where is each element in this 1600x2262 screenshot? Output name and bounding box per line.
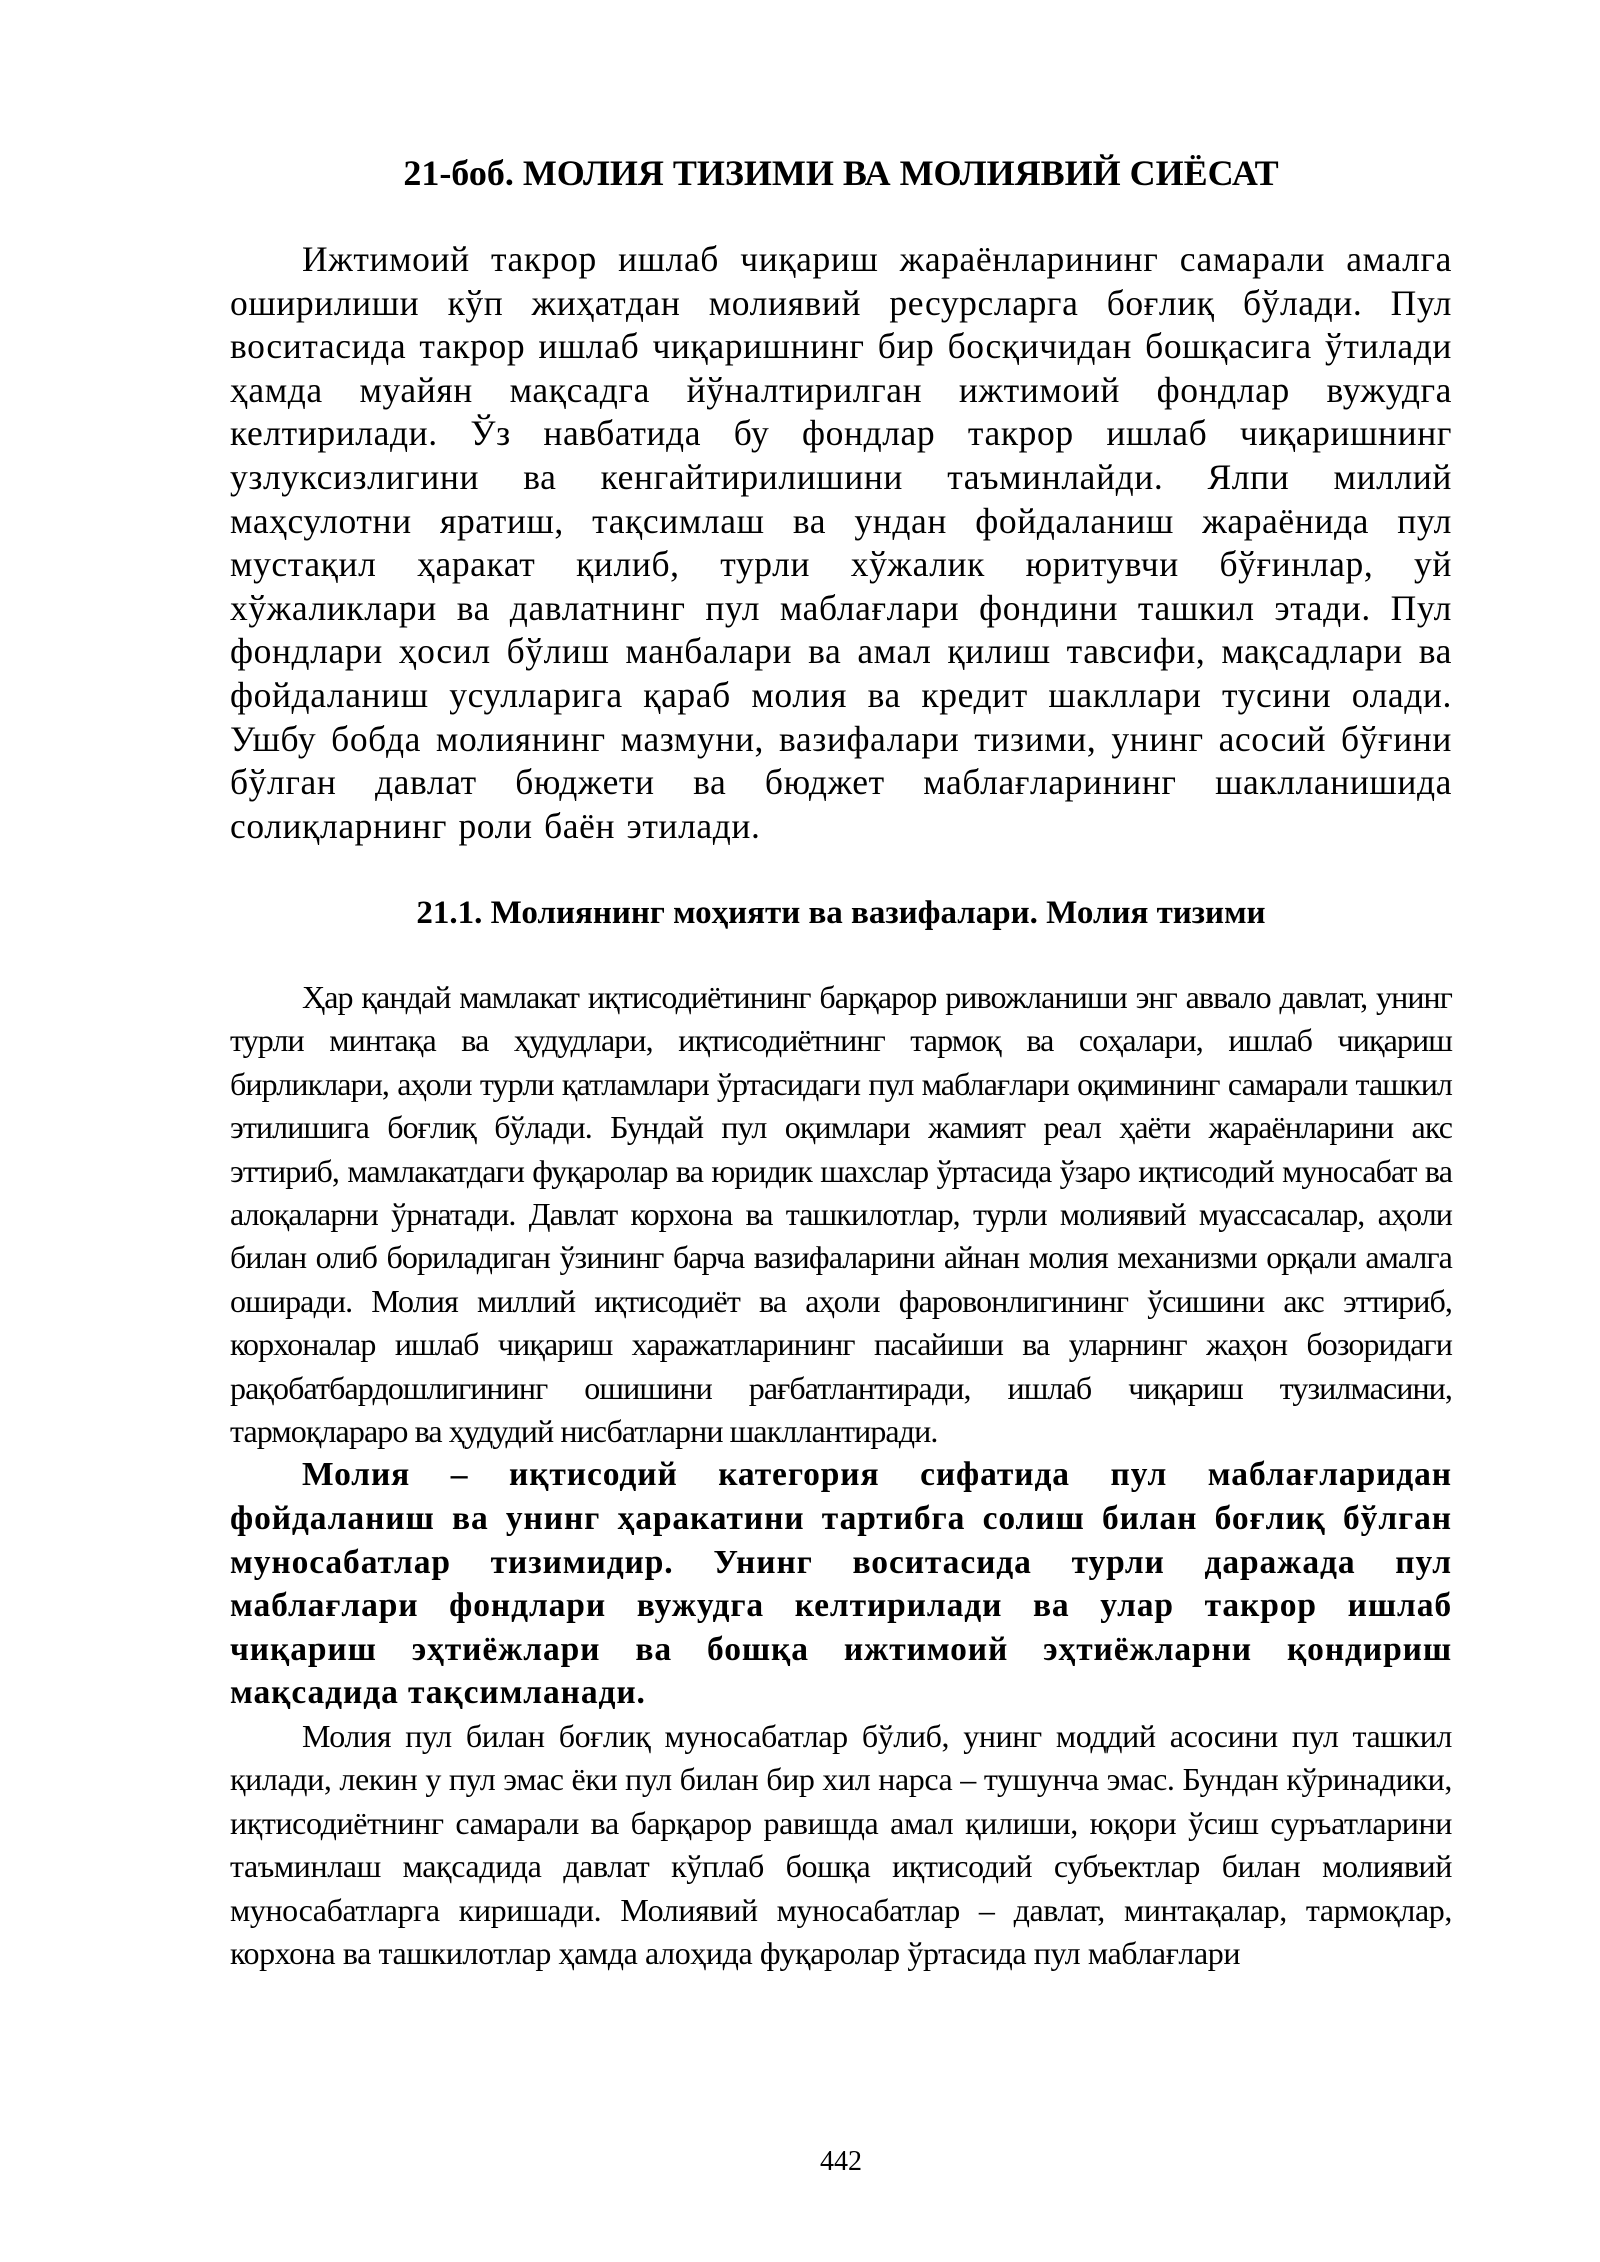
document-page: [230, 0, 1452, 2262]
body-paragraph: Молия пул билан боғлиқ муносабатлар бўлиб, унинг моддий асосини пул ташкил қилади, лекин у пул эмас ёки пул билан бир хил нарса – тушунча эмас. Бундан кўринадики, иқтисодиётнинг самарали ва барқарор равишда амал қилиши, юқори ўсиш суръатларини таъминлаш мақсадида давлат кўплаб бошқа иқтисодий субъектлар билан молиявий муносабатларга киришади. Молиявий муносабатлар – давлат, минтақалар, тармоқлар, корхона ва ташкилотлар ҳамда алоҳида фуқаролар ўртасида пул маблағлари: [230, 1718, 1452, 1972]
page-number: 442: [820, 2146, 862, 2177]
section-body: [230, 976, 1452, 1975]
chapter-title: 21-боб. МОЛИЯ ТИЗИМИ ВА МОЛИЯВИЙ СИЁСАТ: [403, 153, 1279, 193]
body-paragraph: Ҳар қандай мамлакат иқтисодиётининг барқарор ривожланиши энг аввало давлат, унинг турли минтақа ва ҳудудлари, иқтисодиётнинг тармоқ ва соҳалари, ишлаб чиқариш бирликлари, аҳоли турли қатламлари ўртасидаги пул маблағлари оқимининг самарали ташкил этилишига боғлиқ бўлади. Бундай пул оқимлари жамият реал ҳаёти жараёнларини акс эттириб, мамлакатдаги фуқаролар ва юридик шахслар ўртасида ўзаро иқтисодий муносабат ва алоқаларни ўрнатади. Давлат корхона ва ташкилотлар, турли молиявий муассасалар, аҳоли билан олиб бориладиган ўзининг барча вазифаларини айнан молия механизми орқали амалга оширади. Молия миллий иқтисодиёт ва аҳоли фаровонлигининг ўсишини акс эттириб, корхоналар ишлаб чиқариш харажатларининг пасайиши ва уларнинг жаҳон бозоридаги рақобатбардошлигининг ошишини рағбатлантиради, ишлаб чиқариш тузилмасини, тармоқлараро ва ҳудудий нисбатларни шакллантиради.: [230, 979, 1452, 1450]
intro-paragraph: Ижтимоий такрор ишлаб чиқариш жараёнларининг самарали амалга оширилиши кўп жиҳатдан молиявий ресурсларга боғлиқ бўлади. Пул воситасида такрор ишлаб чиқаришнинг бир босқичидан бошқасига ўтилади ҳамда муайян мақсадга йўналтирилган ижтимоий фондлар вужудга келтирилади. Ўз навбатида бу фондлар такрор ишлаб чиқаришнинг узлуксизлигини ва кенгайтирилишини таъминлайди. Ялпи миллий маҳсулотни яратиш, тақсимлаш ва ундан фойдаланиш жараёнида пул мустақил ҳаракат қилиб, турли хўжалик юритувчи бўғинлар, уй хўжаликлари ва давлатнинг пул маблағлари фондини ташкил этади. Пул фондлари ҳосил бўлиш манбалари ва амал қилиш тавсифи, мақсадлари ва фойдаланиш усулларига қараб молия ва кредит шакллари тусини олади. Ушбу бобда молиянинг мазмуни, вазифалари тизими, унинг асосий бўғини бўлган давлат бюджети ва бюджет маблағларининг шаклланишида солиқларнинг роли баён этилади.: [230, 239, 1452, 846]
section-title: 21.1. Молиянинг моҳияти ва вазифалари. Молия тизими: [416, 895, 1266, 931]
definition-paragraph: Молия – иқтисодий категория сифатида пул маблағларидан фойдаланиш ва унинг ҳаракатини тартибга солиш билан боғлиқ бўлган муносабатлар тизимидир. Унинг воситасида турли даражада пул маблағлари фондлари вужудга келтирилади ва улар такрор ишлаб чиқариш эҳтиёжлари ва бошқа ижтимоий эҳтиёжларни қондириш мақсадида тақсимланади.: [230, 1456, 1452, 1712]
